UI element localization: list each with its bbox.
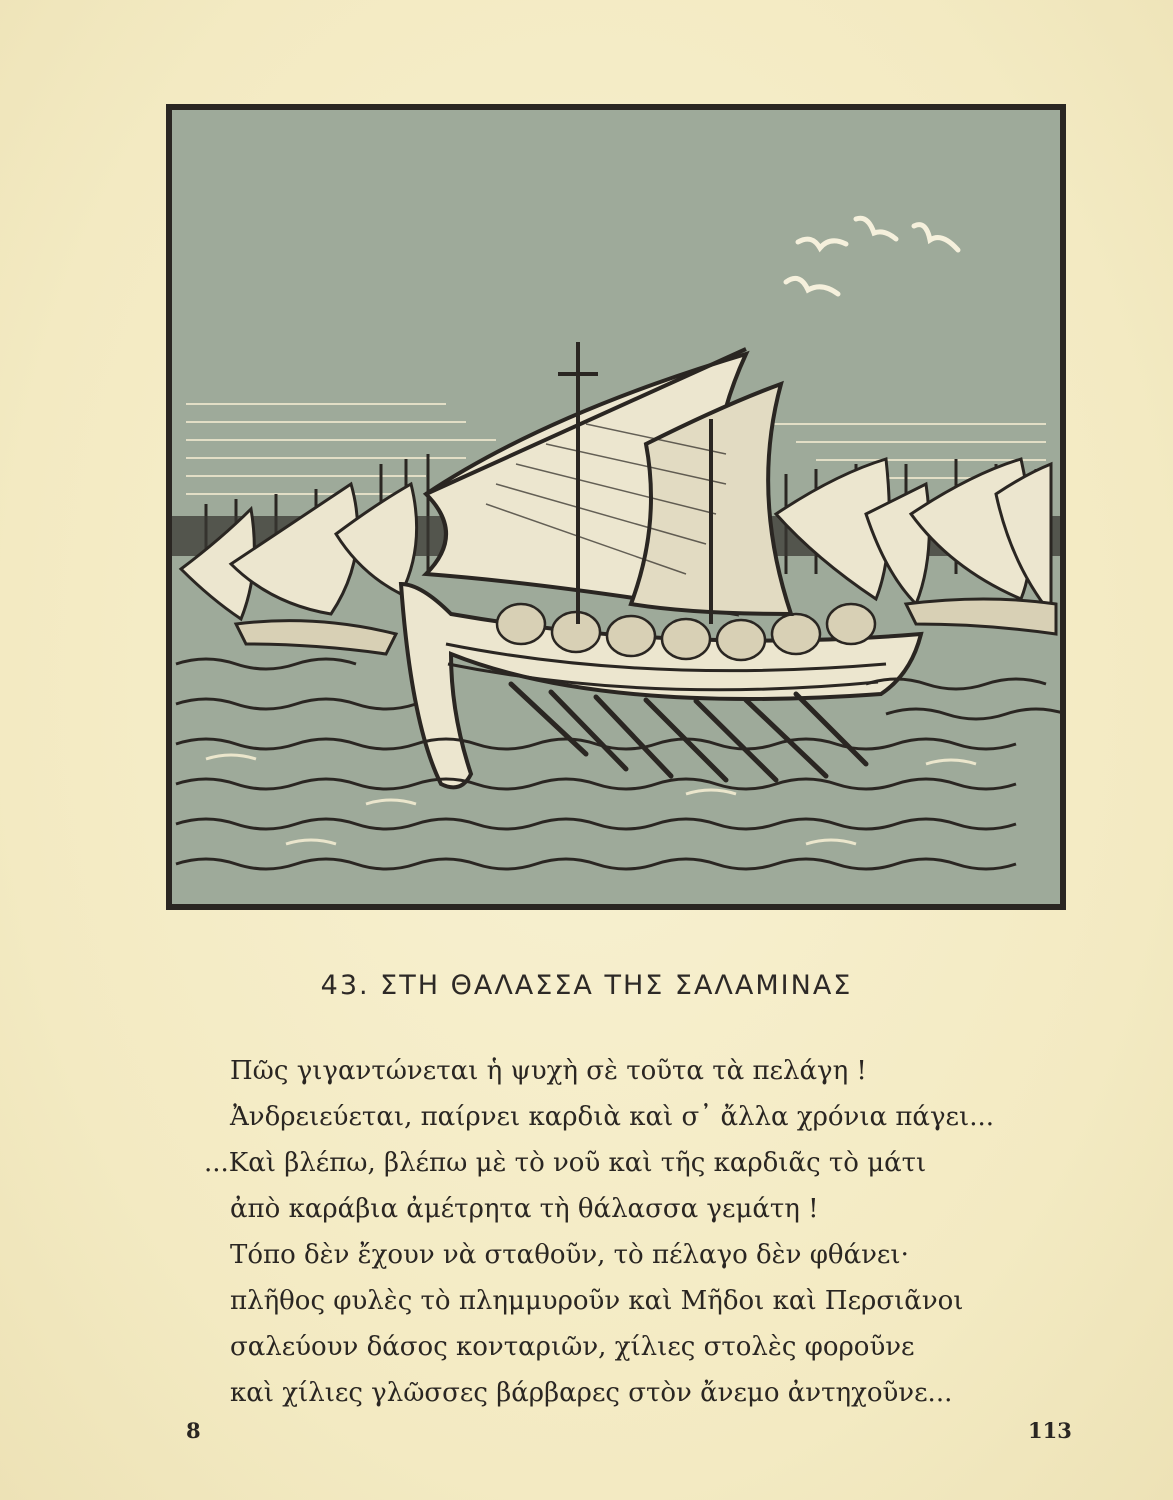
signature-mark: 8 [186, 1418, 201, 1443]
poem-line: καὶ χίλιες γλῶσσες βάρβαρες στὸν ἄνεμο ἀντηχοῦνε... [230, 1378, 953, 1408]
poem-line: Πῶς γιγαντώνεται ἡ ψυχὴ σὲ τοῦτα τὰ πελάγη ! [230, 1056, 867, 1086]
poem-line: Τόπο δὲν ἔχουν νὰ σταθοῦν, τὸ πέλαγο δὲν φθάνει· [230, 1240, 909, 1270]
poem-line: ...Καὶ βλέπω, βλέπω μὲ τὸ νοῦ καὶ τῆς καρδιᾶς τὸ μάτι [204, 1148, 927, 1178]
poem-text [204, 1048, 1064, 1416]
poem-line: πλῆθος φυλὲς τὸ πλημμυροῦν καὶ Μῆδοι καὶ Περσιᾶνοι [230, 1286, 964, 1316]
page-number: 113 [1028, 1418, 1072, 1443]
poem-line: ἀπὸ καράβια ἀμέτρητα τὴ θάλασσα γεμάτη ! [230, 1194, 819, 1224]
poem-title: 43. ΣΤΗ ΘΑΛΑΣΣΑ ΤΗΣ ΣΑΛΑΜΙΝΑΣ [320, 970, 853, 1001]
woodcut-illustration-ships [166, 104, 1066, 910]
poem-line: σαλεύουν δάσος κονταριῶν, χίλιες στολὲς φοροῦνε [230, 1332, 915, 1362]
poem-line: Ἀνδρειεύεται, παίρνει καρδιὰ καὶ σ᾽ ἄλλα χρόνια πάγει... [230, 1102, 994, 1132]
